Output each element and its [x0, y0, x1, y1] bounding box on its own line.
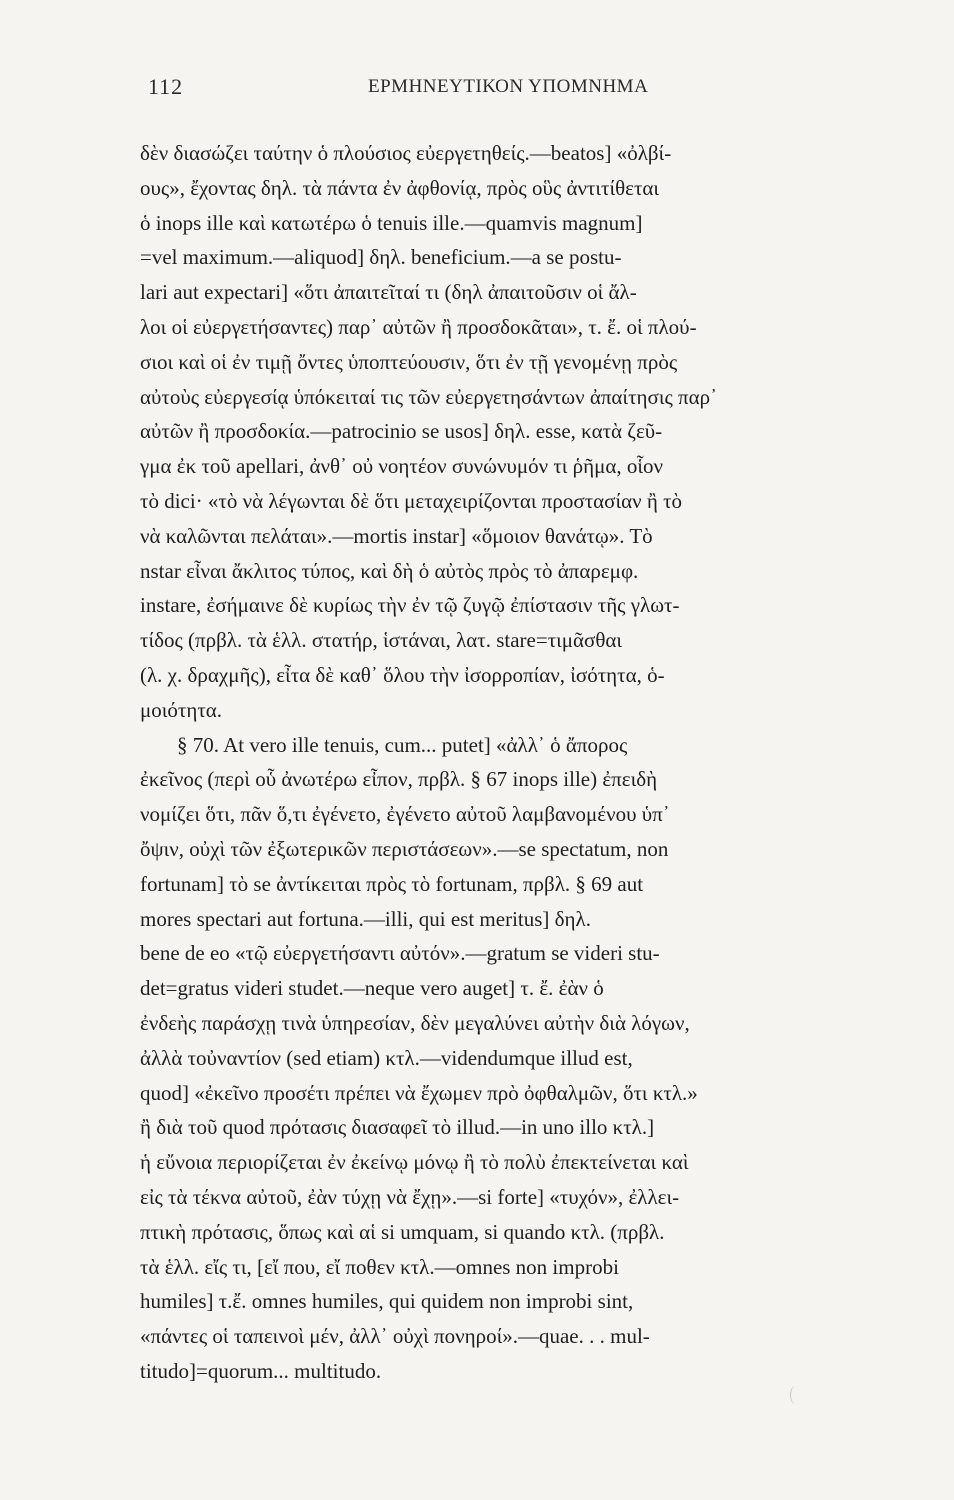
text-line: ὁ inops ille καὶ κατωτέρω ὁ tenuis ille.—quamvis magnum] [140, 210, 643, 235]
text-line: ἡ εὔνοια περιορίζεται ἐν ἐκείνῳ μόνῳ ἢ τὸ πολὺ ἐπεκτείνεται καὶ [140, 1150, 689, 1175]
text-line: mores spectari aut fortuna.—illi, qui est meritus] δηλ. [140, 906, 591, 931]
text-line: ἀλλὰ τοὐναντίον (sed etiam) κτλ.—videndumque illud est, [140, 1045, 633, 1070]
text-line: πτικὴ πρότασις, ὅπως καὶ αἱ si umquam, si quando κτλ. (πρβλ. [140, 1219, 665, 1244]
text-line: ὄψιν, οὐχὶ τῶν ἐξωτερικῶν περιστάσεων».—se spectatum, non [140, 836, 669, 861]
text-line: τὰ ἑλλ. εἴς τι, [εἴ που, εἴ ποθεν κτλ.—omnes non improbi [140, 1254, 619, 1279]
text-line: instare, ἐσήμαινε δὲ κυρίως τὴν ἐν τῷ ζυγῷ ἐπίστασιν τῆς γλωτ- [140, 593, 680, 618]
text-line: nstar εἶναι ἄκλιτος τύπος, καὶ δὴ ὁ αὐτὸς πρὸς τὸ ἀπαρεμφ. [140, 558, 639, 583]
text-line: quod] «ἐκεῖνο προσέτι πρέπει νὰ ἔχωμεν πρὸ ὀφθαλμῶν, ὅτι κτλ.» [140, 1080, 698, 1105]
text-line: γμα ἐκ τοῦ apellari, ἀνθ᾿ οὐ νοητέον συνώνυμόν τι ῥῆμα, οἷον [140, 454, 664, 479]
section-heading-line: § 70. At vero ille tenuis, cum... putet] «ἀλλ᾿ ὁ ἄπορος [177, 732, 628, 757]
text-line: λοι οἱ εὐεργετήσαντες) παρ᾿ αὐτῶν ἢ προσδοκᾶται», τ. ἔ. οἱ πλού- [140, 314, 697, 339]
text-line: fortunam] τὸ se ἀντίκειται πρὸς τὸ fortunam, πρβλ. § 69 aut [140, 871, 644, 896]
text-line: lari aut expectari] «ὅτι ἀπαιτεῖταί τι (δηλ ἀπαιτοῦσιν οἱ ἄλ- [140, 280, 637, 305]
text-line: δὲν διασώζει ταύτην ὁ πλούσιος εὐεργετηθείς.—beatos] «ὀλβί- [140, 141, 672, 165]
text-line: μοιότητα. [140, 697, 223, 722]
text-line: humiles] τ.ἔ. omnes humiles, qui quidem non improbi sint, [140, 1289, 634, 1314]
text-line: αὐτῶν ἢ προσδοκία.—patrocinio se usos] δηλ. esse, κατὰ ζεῦ- [140, 419, 663, 444]
text-line: ἢ διὰ τοῦ quod πρότασις διασαφεῖ τὸ illud.—in uno illo κτλ.] [140, 1115, 655, 1140]
text-line: (λ. χ. δραχμῆς), εἶτα δὲ καθ᾿ ὅλου τὴν ἰσορροπίαν, ἰσότητα, ὁ- [140, 662, 665, 687]
text-line: ἐκεῖνος (περὶ οὗ ἀνωτέρω εἶπον, πρβλ. § 67 inops ille) ἐπειδὴ [140, 767, 658, 792]
text-line: ἐνδεὴς παράσχῃ τινὰ ὑπηρεσίαν, δὲν μεγαλύνει αὐτὴν διὰ λόγων, [140, 1010, 690, 1035]
text-line: det=gratus videri studet.—neque vero auget] τ. ἔ. ἐὰν ὁ [140, 976, 604, 1001]
text-line: νὰ καλῶνται πελάται».—mortis instar] «ὅμοιον θανάτῳ». Τὸ [140, 523, 653, 548]
text-line: bene de eo «τῷ εὐεργετήσαντι αὐτόν».—gratum se videri stu- [140, 941, 660, 966]
text-line: αὐτοὺς εὐεργεσίᾳ ὑπόκειταί τις τῶν εὐεργετησάντων ἀπαίτησις παρ᾿ [140, 384, 718, 409]
text-line: «πάντες οἱ ταπεινοὶ μέν, ἀλλ᾿ οὐχὶ πονηροί».—quae. . . mul- [140, 1324, 650, 1349]
text-line: εἰς τὰ τέκνα αὐτοῦ, ἐὰν τύχῃ νὰ ἔχῃ».—si forte] «τυχόν», ἐλλει- [140, 1184, 680, 1209]
page-number: 112 [148, 74, 184, 99]
text-line: σιοι καὶ οἱ ἐν τιμῇ ὄντες ὑποπτεύουσιν, ὅτι ἐν τῇ γενομένῃ πρὸς [140, 349, 678, 374]
text-line: νομίζει ὅτι, πᾶν ὅ,τι ἐγένετο, ἐγένετο αὐτοῦ λαμβανομένου ὑπ᾿ [140, 802, 670, 827]
running-head: ΕΡΜΗΝΕΥΤΙΚΟΝ ΥΠΟΜΝΗΜΑ [368, 76, 649, 97]
text-line: titudo]=quorum... multitudo. [140, 1358, 382, 1383]
page-blemish [790, 1386, 801, 1404]
commentary-text [140, 136, 900, 1389]
page-header [148, 74, 888, 106]
text-line: ους», ἔχοντας δηλ. τὰ πάντα ἐν ἀφθονίᾳ, πρὸς οὓς ἀντιτίθεται [140, 175, 660, 200]
text-line: τίδος (πρβλ. τὰ ἑλλ. στατήρ, ἱστάναι, λατ. stare=τιμᾶσθαι [140, 628, 623, 653]
text-line: =vel maximum.—aliquod] δηλ. beneficium.—a se postu- [140, 245, 622, 270]
text-line: τὸ dici· «τὸ νὰ λέγωνται δὲ ὅτι μεταχειρίζονται προστασίαν ἢ τὸ [140, 488, 683, 513]
